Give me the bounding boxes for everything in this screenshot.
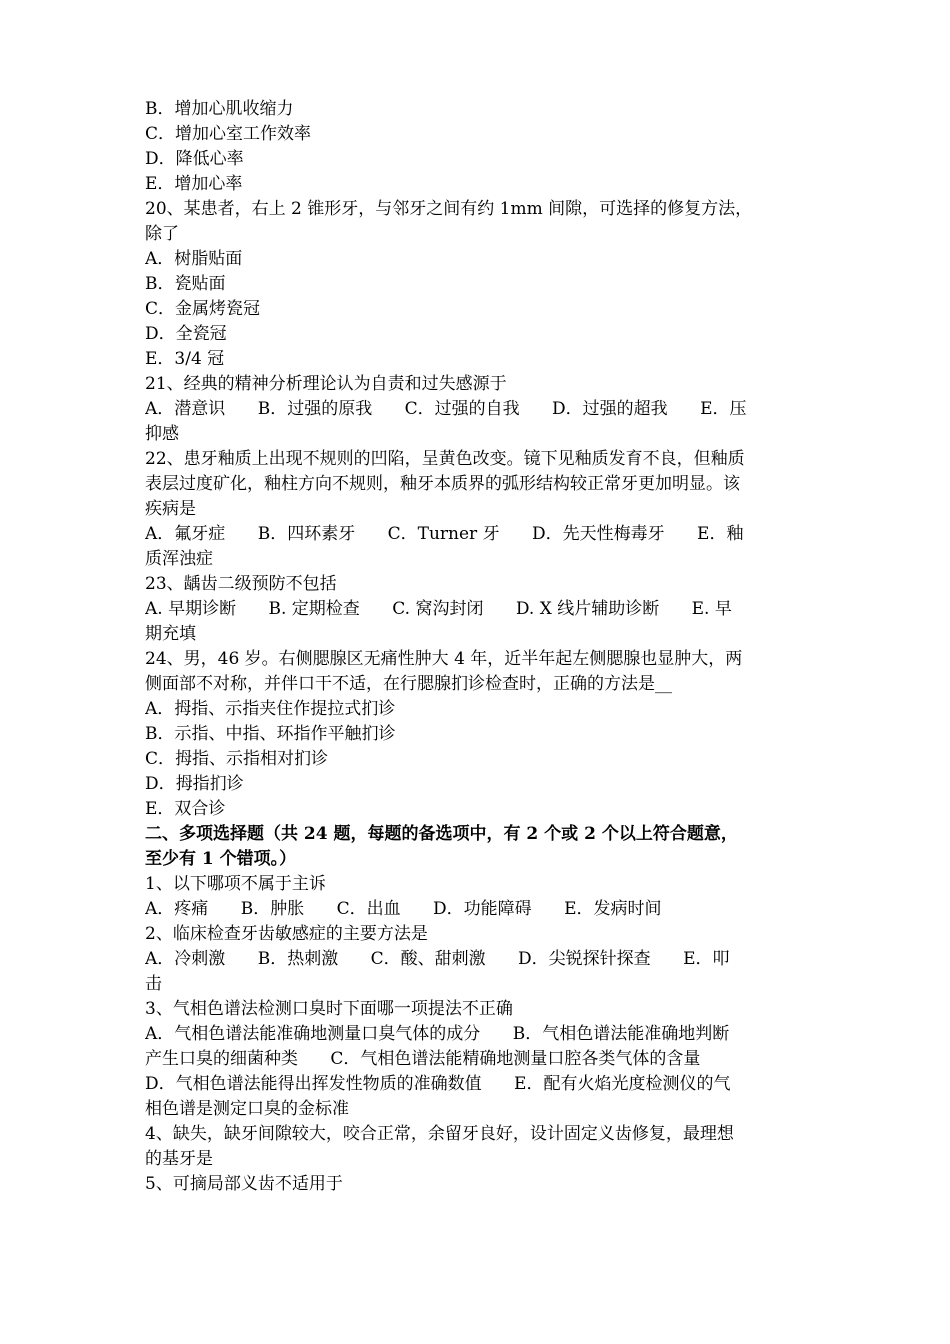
text-line: 产生口臭的细菌种类 C．气相色谱法能精确地测量口腔各类气体的含量 [145,1049,701,1069]
text-line: 20、某患者，右上 2 锥形牙，与邻牙之间有约 1mm 间隙，可选择的修复方法， [145,199,753,219]
text-line: D．拇指扪诊 [145,774,244,794]
text-line: 22、患牙釉质上出现不规则的凹陷，呈黄色改变。镜下见釉质发育不良，但釉质 [145,449,745,469]
text-line: 23、龋齿二级预防不包括 [145,574,337,594]
text-line: A．冷刺激 B．热刺激 C．酸、甜刺激 D．尖锐探针探查 E．叩 [145,949,730,969]
text-line: 4、缺失，缺牙间隙较大，咬合正常，余留牙良好，设计固定义齿修复，最理想 [145,1124,734,1144]
text-line: E．3/4 冠 [145,349,225,369]
text-line: C．金属烤瓷冠 [145,299,261,319]
text-line: 疾病是 [145,499,196,519]
text-line: A．疼痛 B．肿胀 C．出血 D．功能障碍 E．发病时间 [145,899,662,919]
text-line: B．增加心肌收缩力 [145,99,294,119]
text-line: 除了 [145,224,179,244]
text-line: 3、气相色谱法检测口臭时下面哪一项提法不正确 [145,999,513,1019]
text-line: A．气相色谱法能准确地测量口臭气体的成分 B．气相色谱法能准确地判断 [145,1024,730,1044]
text-line: 的基牙是 [145,1149,213,1169]
text-line: B．示指、中指、环指作平触扪诊 [145,724,396,744]
text-line: 2、临床检查牙齿敏感症的主要方法是 [145,924,428,944]
text-line: 5、可摘局部义齿不适用于 [145,1174,343,1194]
text-line: 相色谱是测定口臭的金标准 [145,1099,349,1119]
text-line: A. 早期诊断 B. 定期检查 C. 窝沟封闭 D. X 线片辅助诊断 E. 早 [145,599,732,619]
text-line: C．拇指、示指相对扪诊 [145,749,329,769]
text-line: A．树脂贴面 [145,249,243,269]
text-line: A．氟牙症 B．四环素牙 C．Turner 牙 D．先天性梅毒牙 E．釉 [145,524,744,544]
text-line: 质浑浊症 [145,549,213,569]
text-line: B．瓷贴面 [145,274,226,294]
text-line: 期充填 [145,624,196,644]
text-line: 表层过度矿化，釉柱方向不规则，釉牙本质界的弧形结构较正常牙更加明显。该 [145,474,740,494]
text-line: E．增加心率 [145,174,243,194]
text-line: D．气相色谱法能得出挥发性物质的准确数值 E．配有火焰光度检测仪的气 [145,1074,731,1094]
text-line: 抑感 [145,424,179,444]
section-heading-line: 至少有 1 个错项。） [145,849,297,869]
section-heading-line: 二、多项选择题（共 24 题，每题的备选项中，有 2 个或 2 个以上符合题意， [145,824,738,844]
text-line: D．全瓷冠 [145,324,227,344]
text-line: 24、男，46 岁。右侧腮腺区无痛性肿大 4 年，近半年起左侧腮腺也显肿大，两 [145,649,743,669]
text-line: 21、经典的精神分析理论认为自责和过失感源于 [145,374,507,394]
text-line: A．拇指、示指夹住作提拉式扪诊 [145,699,396,719]
text-line: A．潜意识 B．过强的原我 C．过强的自我 D．过强的超我 E．压 [145,399,747,419]
text-line: 侧面部不对称，并伴口干不适，在行腮腺扪诊检查时，正确的方法是__ [145,674,672,694]
text-line: E．双合诊 [145,799,226,819]
document-page [145,97,811,1197]
text-line: 击 [145,974,162,994]
text-line: C．增加心室工作效率 [145,124,312,144]
text-line: 1、以下哪项不属于主诉 [145,874,326,894]
text-line: D．降低心率 [145,149,244,169]
